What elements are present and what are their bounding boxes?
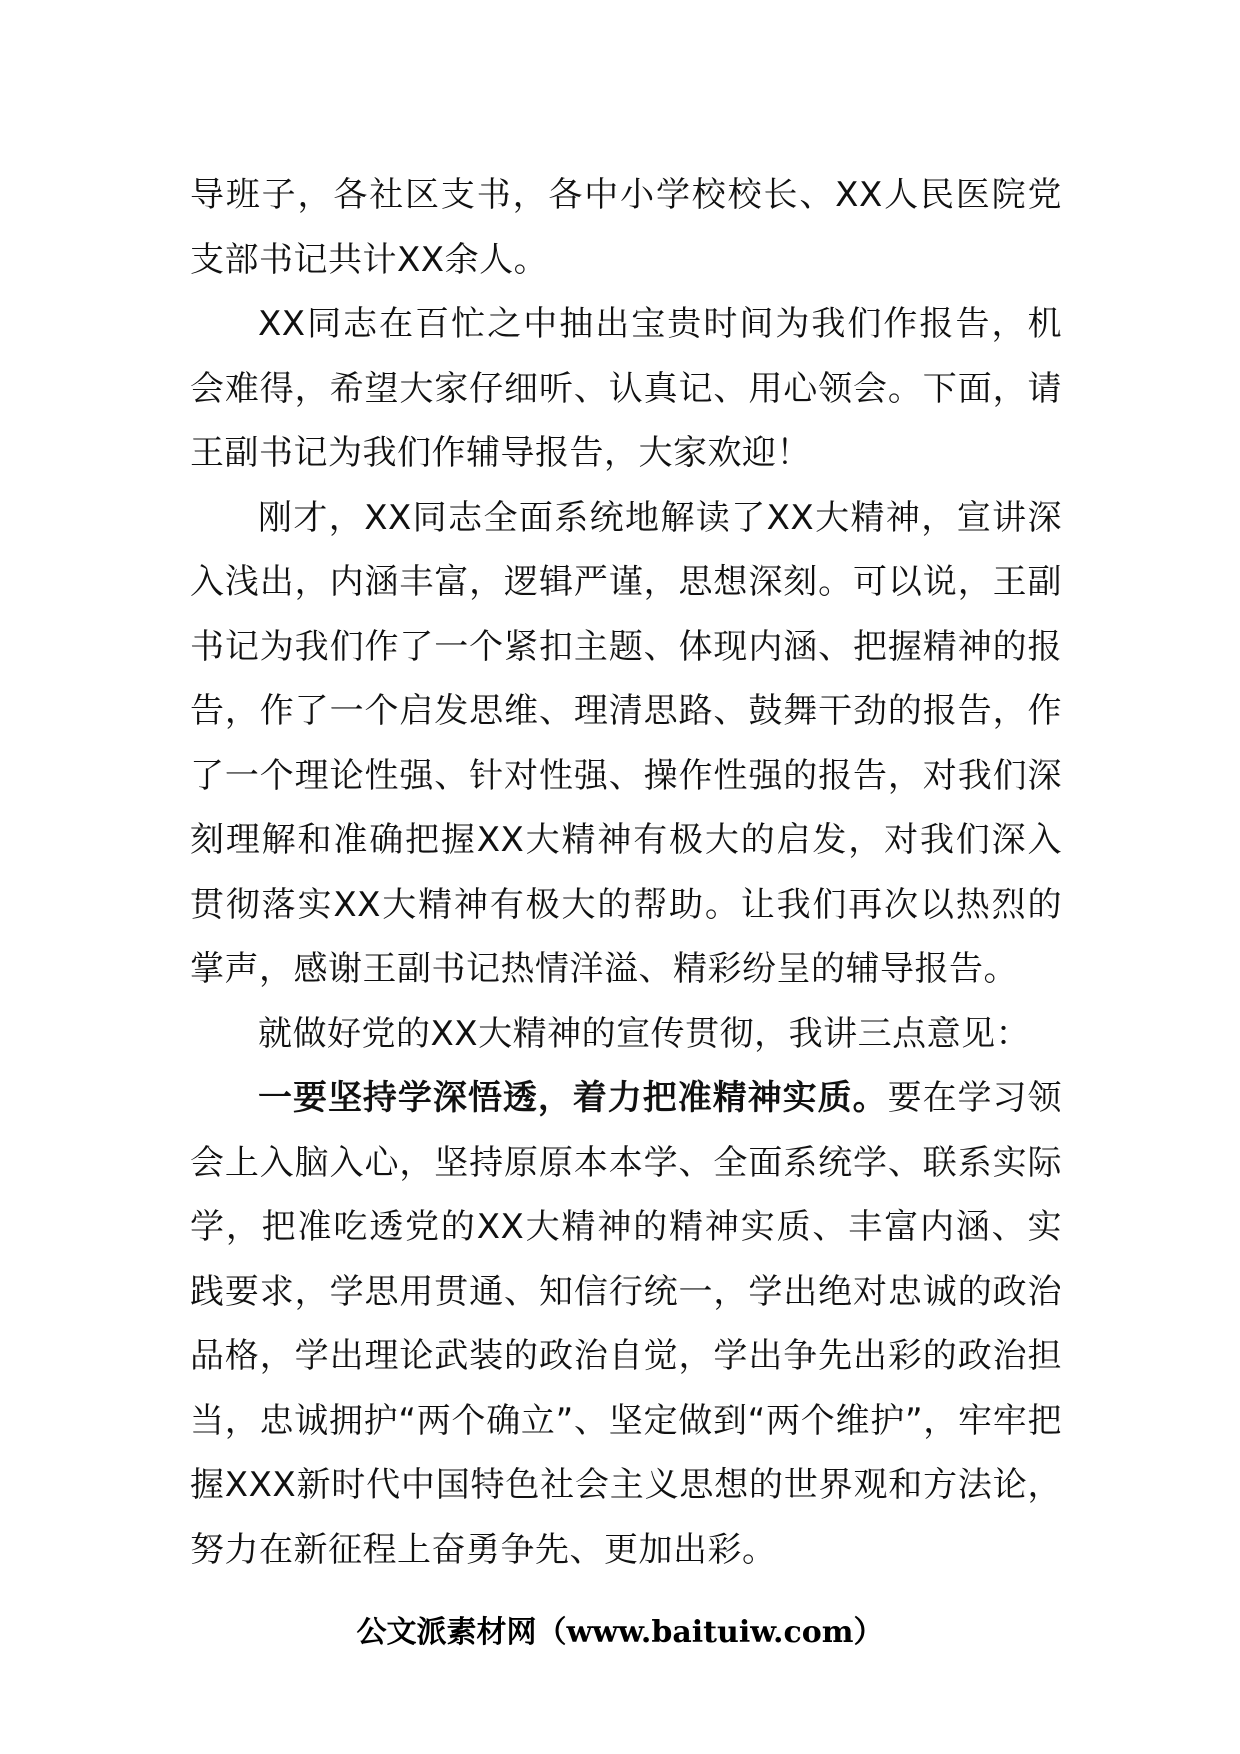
paragraph-report-intro: XX同志在百忙之中抽出宝贵时间为我们作报告，机会难得，希望大家仔细听、认真记、用心领会。下面，请王副书记为我们作辅导报告，大家欢迎！ (190, 304, 1062, 473)
paragraph-point-one (190, 1066, 1062, 1582)
watermark-footer: 公文派素材网（www.baituiw.com） (356, 1615, 884, 1650)
document-body (190, 163, 1062, 1582)
point-one-heading: 一要坚持学深悟透，着力把准精神实质。 (258, 1078, 888, 1118)
paragraph-report-summary: 刚才，XX同志全面系统地解读了XX大精神，宣讲深入浅出，内涵丰富，逻辑严谨，思想深刻。可以说，王副书记为我们作了一个紧扣主题、体现内涵、把握精神的报告，作了一个启发思维、理清思路、鼓舞干劲的报告，作了一个理论性强、针对性强、操作性强的报告，对我们深刻理解和准确把握XX大精神有极大的启发，对我们深入贯彻落实XX大精神有极大的帮助。让我们再次以热烈的掌声，感谢王副书记热情洋溢、精彩纷呈的辅导报告。 (190, 497, 1062, 989)
paragraph-continuation: 导班子，各社区支书，各中小学校校长、XX人民医院党支部书记共计XX余人。 (190, 175, 1062, 280)
point-one-body: 要在学习领会上入脑入心，坚持原原本本学、全面系统学、联系实际学，把准吃透党的XX大精神的精神实质、丰富内涵、实践要求，学思用贯通、知信行统一，学出绝对忠诚的政治品格，学出理论武装的政治自觉，学出争先出彩的政治担当，忠诚拥护“两个确立”、坚定做到“两个维护”，牢牢把握XXX新时代中国特色社会主义思想的世界观和方法论，努力在新征程上奋勇争先、更加出彩。 (190, 1078, 1063, 1570)
paragraph-three-points-intro: 就做好党的XX大精神的宣传贯彻，我讲三点意见： (258, 1013, 1031, 1054)
